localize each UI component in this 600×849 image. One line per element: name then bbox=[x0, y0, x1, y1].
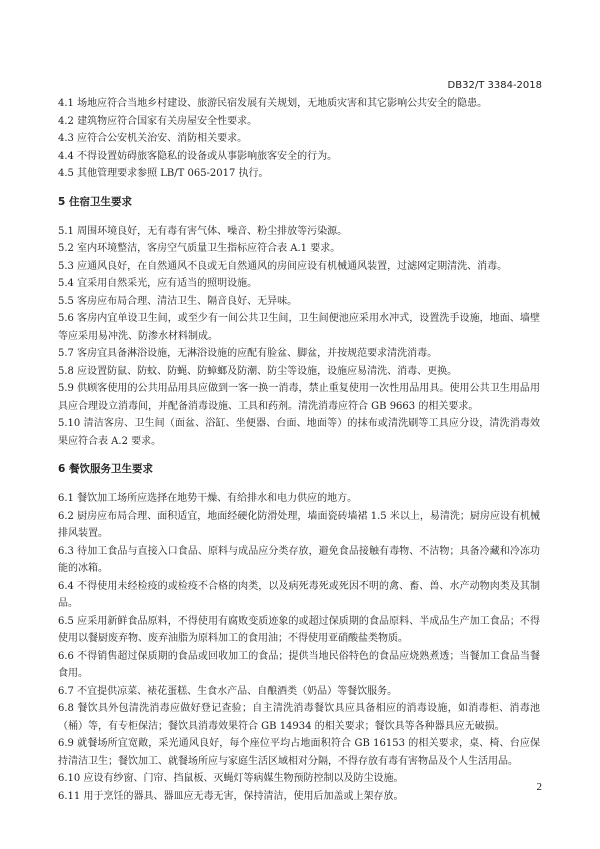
clause-6-10: 6.10 应设有纱窗、门帘、挡鼠板、灭蝇灯等病媒生物预防控制以及防尘设施。 bbox=[58, 773, 404, 784]
clause-5-9: 5.9 供顾客使用的公共用品用具应做到一客一换一消毒，禁止重复使用一次性用品用具。使用公共卫生用品用具应合理设立消毒间，并配备消毒设施、工具和药剂。清洗消毒应符合 GB 9663 的相关要求。 bbox=[58, 383, 540, 412]
clause-6-9: 6.9 就餐场所宜宽敞，采光通风良好，每个座位平均占地面积符合 GB 16153 的相关要求，桌、椅、台应保持清洁卫生；餐饮加工、就餐场所应与家庭生活区域相对分隔，不得存放有毒有害物品及个人生活用品。 bbox=[58, 738, 540, 767]
clause-5-10: 5.10 清洁客房、卫生间（面盆、浴缸、坐便器、台面、地面等）的抹布或清洗刷等工具应分设，清洗消毒效果应符合表 A.2 要求。 bbox=[58, 418, 540, 447]
clause-5-8: 5.8 应设置防鼠、防蚊、防蝇、防蟑螂及防潮、防尘等设施，设施应易清洗、消毒、更换。 bbox=[58, 365, 458, 377]
clause-5-4: 5.4 宜采用自然采光，应有适当的照明设施。 bbox=[58, 278, 258, 289]
clause-6-4: 6.4 不得使用未经检疫的或检疫不合格的肉类，以及病死毒死或死因不明的禽、畜、兽、水产动物肉类及其制品。 bbox=[58, 580, 540, 609]
clause-6-7: 6.7 不宜提供凉菜、裱花蛋糕、生食水产品、自酿酒类（奶品）等餐饮服务。 bbox=[58, 685, 398, 697]
clause-5-7: 5.7 客房宜具备淋浴设施，无淋浴设施的应配有脸盆、脚盆，并按规范要求清洗消毒。 bbox=[58, 348, 438, 359]
clause-4-3: 4.3 应符合公安机关治安、消防相关要求。 bbox=[58, 133, 248, 144]
clause-6-1: 6.1 餐饮加工场所应选择在地势干燥、有给排水和电力供应的地方。 bbox=[58, 493, 358, 504]
clause-6-6: 6.6 不得销售超过保质期的食品或回收加工的食品；提供当地民俗特色的食品应烧熟煮透；当餐加工食品当餐食用。 bbox=[58, 650, 540, 679]
clause-6-5: 6.5 应采用新鲜食品原料，不得使用有腐败变质迹象的或超过保质期的食品原料、半成品生产加工食品；不得使用以餐厨废弃物、废弃油脂为原料加工的食用油；不得使用亚硝酸盐类物质。 bbox=[58, 615, 540, 644]
page-number: 2 bbox=[536, 781, 542, 793]
clause-4-4: 4.4 不得设置妨碍旅客隐私的设备或从事影响旅客安全的行为。 bbox=[58, 150, 338, 162]
clause-4-1: 4.1 场地应符合当地乡村建设、旅游民宿发展有关规划，无地质灾害和其它影响公共安全的隐患。 bbox=[58, 98, 488, 109]
clause-4-5: 4.5 其他管理要求参照 LB/T 065-2017 执行。 bbox=[58, 168, 269, 179]
clause-6-11: 6.11 用于烹饪的器具、器皿应无毒无害，保持清洁，使用后加盖或上架存放。 bbox=[58, 790, 404, 802]
clause-5-5: 5.5 客房应布局合理、清洁卫生、隔音良好、无异味。 bbox=[58, 295, 298, 307]
page-content bbox=[58, 95, 540, 805]
clause-5-1: 5.1 周围环境良好，无有毒有害气体、噪音、粉尘排放等污染源。 bbox=[58, 225, 348, 237]
clause-6-3: 6.3 待加工食品与直接入口食品、原料与成品应分类存放，避免食品接触有毒物、不洁物；具备冷藏和冷冻功能的冰箱。 bbox=[58, 545, 540, 574]
clause-6-8: 6.8 餐饮具外包清洗消毒应做好登记查验；自主清洗消毒餐饮具应具备相应的消毒设施，如消毒柜、消毒池（桶）等，有专柜保洁；餐饮具消毒效果符合 GB 14934 的相关要求；餐饮具等各种器具应无破损。 bbox=[58, 703, 540, 732]
clause-5-6: 5.6 客房内宜单设卫生间，或至少有一间公共卫生间，卫生间便池应采用水冲式，设置洗手设施，地面、墙壁等应采用易冲洗、防渗水材料制成。 bbox=[58, 313, 540, 342]
section-5-heading: 5 住宿卫生要求 bbox=[58, 195, 132, 208]
clause-5-2: 5.2 室内环境整洁，客房空气质量卫生指标应符合表 A.1 要求。 bbox=[58, 243, 341, 254]
section-6-heading: 6 餐饮服务卫生要求 bbox=[58, 463, 153, 475]
document-code: DB32/T 3384-2018 bbox=[447, 80, 542, 91]
clause-5-3: 5.3 应通风良好，在自然通风不良或无自然通风的房间应设有机械通风装置，过滤网定期清洗、消毒。 bbox=[58, 260, 508, 272]
clause-6-2: 6.2 厨房应布局合理、面积适宜，地面经硬化防滑处理，墙面瓷砖墙裙 1.5 米以上，易清洗；厨房应设有机械排风装置。 bbox=[58, 510, 540, 539]
clause-4-2: 4.2 建筑物应符合国家有关房屋安全性要求。 bbox=[58, 115, 258, 127]
